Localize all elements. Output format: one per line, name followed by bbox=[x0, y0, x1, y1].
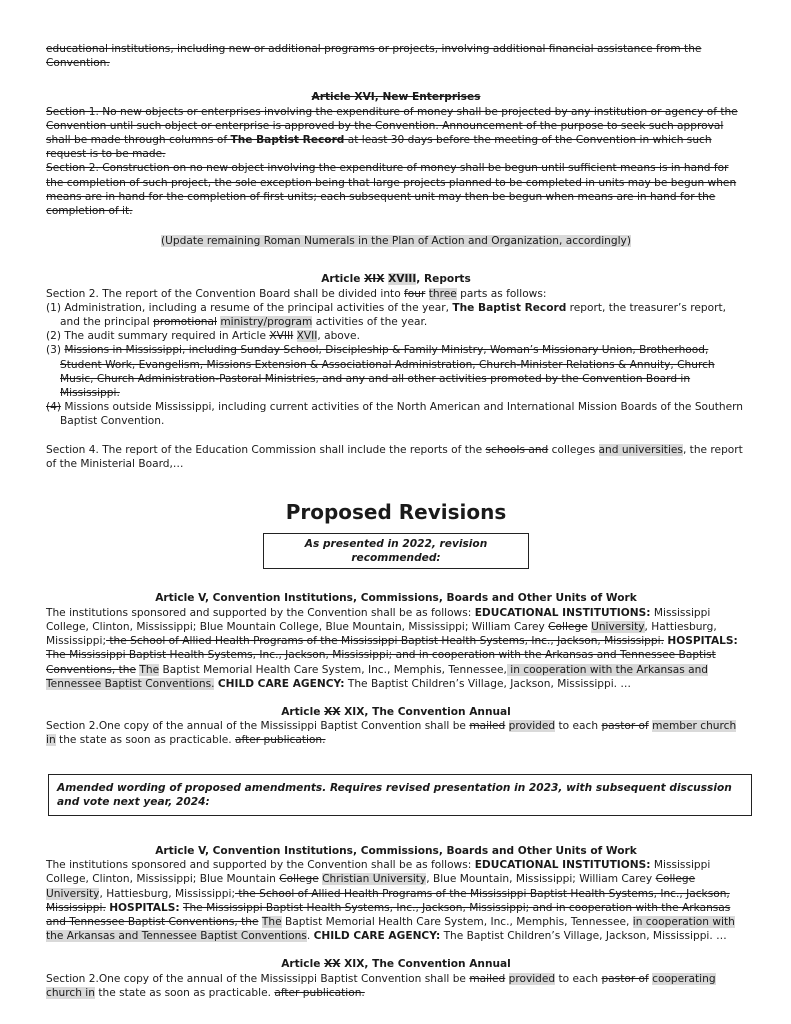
rev2-ann-text-a: Section 2.One copy of the annual of the Mississippi Baptist Convention shall be bbox=[46, 972, 470, 985]
rev2-inserted-1: Christian University bbox=[322, 873, 427, 886]
reports-item-4 bbox=[46, 400, 746, 428]
rev1-text-i: The Baptist Children’s Village, Jackson, Mississippi. … bbox=[344, 677, 631, 690]
rev1-annual-title bbox=[46, 705, 746, 719]
rev1-ann-deleted-2: pastor of bbox=[601, 720, 649, 733]
item-4-text: Missions outside Mississippi, including current activities of the North American and International Mission Boards of the Southern Baptist Convention. bbox=[60, 401, 744, 428]
rev1-ann-text-c: the state as soon as practicable. bbox=[55, 734, 236, 747]
rev1-child-care-label: CHILD CARE AGENCY: bbox=[217, 677, 345, 690]
item-2-text-b: , above. bbox=[317, 330, 360, 343]
rev2-ann-text-c: the state as soon as practicable. bbox=[94, 986, 275, 999]
rev2-text-c: , Blue Mountain, Mississippi; William Carey bbox=[426, 873, 656, 886]
rev2-text-d: , Hattiesburg, Mississippi; bbox=[99, 887, 236, 900]
reports-item-3 bbox=[46, 343, 746, 400]
rev2-deleted-4: The Mississippi Baptist Health Systems, Inc., Jackson, Mississippi; and in cooperation with the Arkansas and Tennessee Baptist Conventions, the bbox=[46, 901, 731, 928]
rev1-deleted-3: The Mississippi Baptist Health Systems, Inc., Jackson, Mississippi; and in cooperation with the Arkansas and Tennessee Baptist Conventions, the bbox=[46, 649, 716, 676]
reports-sec2-text-a: Section 2. The report of the Convention Board shall be divided into bbox=[46, 287, 405, 300]
sec4-text-c: , the report of the Ministerial Board,… bbox=[46, 443, 743, 470]
rev2-deleted-2: College bbox=[655, 873, 696, 886]
rev1-ann-text-a: Section 2.One copy of the annual of the Mississippi Baptist Convention shall be bbox=[46, 720, 470, 733]
reports-title-inserted: XVIII bbox=[388, 273, 417, 286]
rev1-article-v-title: Article V, Convention Institutions, Commissions, Boards and Other Units of Work bbox=[155, 592, 637, 605]
rev2-ann-deleted-3: after publication. bbox=[274, 986, 365, 999]
rev1-article-v-body bbox=[46, 606, 746, 691]
rev1-deleted-2: the School of Allied Health Programs of the Mississippi Baptist Health Systems, Inc., Jackson, Mississippi. bbox=[106, 635, 664, 648]
reports-sec2-deleted: four bbox=[404, 287, 426, 300]
article-16-section-1-text-b: at least 30 days before the meeting of the Convention in which such request is to be made. bbox=[46, 134, 712, 161]
rev2-annual-title-new: XIX bbox=[344, 958, 365, 971]
rev1-inserted-3: in cooperation with the Arkansas and Tennessee Baptist Conventions. bbox=[46, 663, 709, 690]
rev2-text-b: Mississippi College, Clinton, Mississippi; Blue Mountain bbox=[46, 859, 711, 886]
rev1-ann-text-b: to each bbox=[555, 720, 602, 733]
rev2-deleted-1: College bbox=[279, 873, 319, 886]
item-3-prefix: (3) bbox=[46, 344, 65, 357]
rev2-annual-body bbox=[46, 972, 746, 1000]
rev1-annual-body bbox=[46, 719, 746, 747]
sec4-text-a: Section 4. The report of the Education Commission shall include the reports of the bbox=[46, 443, 486, 456]
rev1-ann-deleted-1: mailed bbox=[469, 720, 506, 733]
rev1-ann-inserted-1: provided bbox=[508, 720, 556, 733]
rev2-article-v-body bbox=[46, 858, 746, 943]
reports-section-2 bbox=[46, 287, 746, 301]
rev2-text-a: The institutions sponsored and supported by the Convention shall be as follows: bbox=[46, 859, 475, 872]
rev1-hospitals-label: HOSPITALS: bbox=[667, 635, 738, 648]
reports-section-4 bbox=[46, 443, 746, 471]
rev1-text-c: , Hattiesburg, Mississippi; bbox=[46, 620, 717, 648]
reports-item-2 bbox=[46, 329, 746, 343]
rev1-inserted-1: University bbox=[591, 620, 645, 633]
rev1-annual-title-suffix: , The Convention Annual bbox=[364, 705, 511, 718]
rev1-deleted-1: College bbox=[548, 620, 588, 633]
reports-title-deleted: XIX bbox=[364, 273, 385, 286]
article-16-section-1 bbox=[46, 105, 746, 162]
item-4-deleted-number: (4) bbox=[46, 401, 62, 414]
rev1-inserted-2: The bbox=[139, 663, 160, 676]
item-1-text-b: report, the treasurer’s report, and the principal bbox=[60, 301, 726, 329]
rev1-ann-deleted-3: after publication. bbox=[235, 734, 326, 747]
rev1-text-b: Mississippi College, Clinton, Mississippi; Blue Mountain College, Blue Mountain, Mississippi; William Carey bbox=[46, 606, 711, 633]
rev2-text-i: The Baptist Children’s Village, Jackson, Mississippi. … bbox=[440, 930, 727, 943]
rev2-article-v-title: Article V, Convention Institutions, Commissions, Boards and Other Units of Work bbox=[155, 844, 637, 857]
item-2-inserted: XVII bbox=[296, 330, 318, 343]
item-2-deleted: XVIII bbox=[269, 330, 294, 343]
rev2-text-g: Baptist Memorial Health Care System, Inc., Memphis, Tennessee, bbox=[281, 915, 633, 928]
proposed-revisions-title: Proposed Revisions bbox=[285, 500, 507, 525]
article-16-section-1-text-a: Section 1. No new objects or enterprises involving the expenditure of money shall be projected by any institution or agency of the Convention until such object or enterprise is approved by the Convention. Announcement of the purpose to seek such approval shall be made through columns of bbox=[46, 105, 738, 147]
update-note bbox=[46, 234, 746, 248]
rev1-text-a: The institutions sponsored and supported by the Convention shall be as follows: bbox=[46, 606, 475, 619]
rev2-text-h: . bbox=[306, 930, 314, 943]
item-3-deleted: Missions in Mississippi, including Sunday School, Discipleship & Family Ministry, Woman’s Missionary Union, Brotherhood, Student Work, Evangelism, Missions Extension & Associational Administration, Church-Minister Relations & Annuity, Church Music, Church Administration-Pastoral Ministries, and any and all other activities promoted by the Convention Board in Mississippi. bbox=[60, 344, 715, 400]
rev2-ann-deleted-2: pastor of bbox=[601, 972, 649, 985]
rev1-annual-title-deleted: XX bbox=[324, 705, 341, 718]
rev2-annual-title bbox=[46, 957, 746, 971]
rev2-inserted-3: The bbox=[261, 915, 282, 928]
presented-2022-box: As presented in 2022, revision recommended: bbox=[263, 533, 529, 569]
rev2-ann-text-b: to each bbox=[555, 972, 602, 985]
intro-struck-text: educational institutions, including new or additional programs or projects, involving additional financial assistance from the Convention. bbox=[46, 43, 702, 70]
rev1-annual-title-new: XIX bbox=[344, 705, 365, 718]
baptist-record-name: The Baptist Record bbox=[230, 134, 345, 147]
reports-article-title bbox=[46, 272, 746, 286]
rev2-inserted-4: in cooperation with the Arkansas and Tennessee Baptist Conventions bbox=[46, 915, 735, 943]
reports-sec2-inserted: three bbox=[428, 287, 457, 300]
rev2-inserted-2: University bbox=[46, 887, 100, 900]
rev2-ann-inserted-2: cooperating church in bbox=[46, 972, 716, 999]
amended-wording-box: Amended wording of proposed amendments. Requires revised presentation in 2023, with subsequent discussion and vote next year, 2024: bbox=[48, 774, 752, 816]
item-2-text-a: (2) The audit summary required in Article bbox=[46, 330, 270, 343]
rev2-annual-title-suffix: , The Convention Annual bbox=[364, 958, 511, 971]
item-1-bold: The Baptist Record bbox=[452, 301, 567, 314]
update-note-text: (Update remaining Roman Numerals in the Plan of Action and Organization, accordingly) bbox=[161, 235, 631, 248]
item-1-deleted: promotional bbox=[153, 316, 217, 329]
rev2-annual-title-deleted: XX bbox=[324, 958, 341, 971]
item-1-text-c: activities of the year. bbox=[312, 316, 428, 329]
item-1-text-a: (1) Administration, including a resume of the principal activities of the year, bbox=[46, 301, 453, 314]
rev1-edu-label: EDUCATIONAL INSTITUTIONS: bbox=[474, 606, 651, 619]
rev2-edu-label: EDUCATIONAL INSTITUTIONS: bbox=[474, 859, 651, 872]
sec4-inserted: and universities bbox=[598, 443, 683, 456]
reports-sec2-text-b: parts as follows: bbox=[456, 287, 547, 300]
reports-item-1 bbox=[46, 301, 746, 329]
rev2-hospitals-label: HOSPITALS: bbox=[109, 901, 180, 914]
article-16-title: Article XVI, New Enterprises bbox=[311, 91, 481, 104]
rev1-text-g: Baptist Memorial Health Care System, Inc., Memphis, Tennessee, bbox=[159, 663, 507, 676]
rev2-annual-title-prefix: Article bbox=[281, 958, 325, 971]
rev2-deleted-3: the School of Allied Health Programs of the Mississippi Baptist Health Systems, Inc., Jackson, Mississippi. bbox=[46, 887, 730, 914]
document-page bbox=[46, 40, 746, 1000]
item-1-inserted: ministry/program bbox=[220, 316, 313, 329]
rev2-ann-deleted-1: mailed bbox=[469, 972, 506, 985]
rev2-ann-inserted-1: provided bbox=[508, 972, 556, 985]
reports-title-suffix: , Reports bbox=[416, 273, 471, 286]
rev2-child-care-label: CHILD CARE AGENCY: bbox=[313, 930, 441, 943]
sec4-text-b: colleges bbox=[548, 443, 599, 456]
article-16-section-2: Section 2. Construction on no new object involving the expenditure of money shall be begun until sufficient means is in hand for the completion of such project, the sole exception being that large projects planned to be completed in units may be begun when means are in hand for the completion of first units; each subsequent unit may then be begun when means are in hand for the completion of it. bbox=[46, 162, 737, 218]
reports-title-prefix: Article bbox=[321, 273, 365, 286]
rev1-ann-inserted-2: member church in bbox=[46, 720, 737, 747]
rev1-annual-title-prefix: Article bbox=[281, 705, 325, 718]
sec4-deleted: schools and bbox=[485, 443, 549, 456]
